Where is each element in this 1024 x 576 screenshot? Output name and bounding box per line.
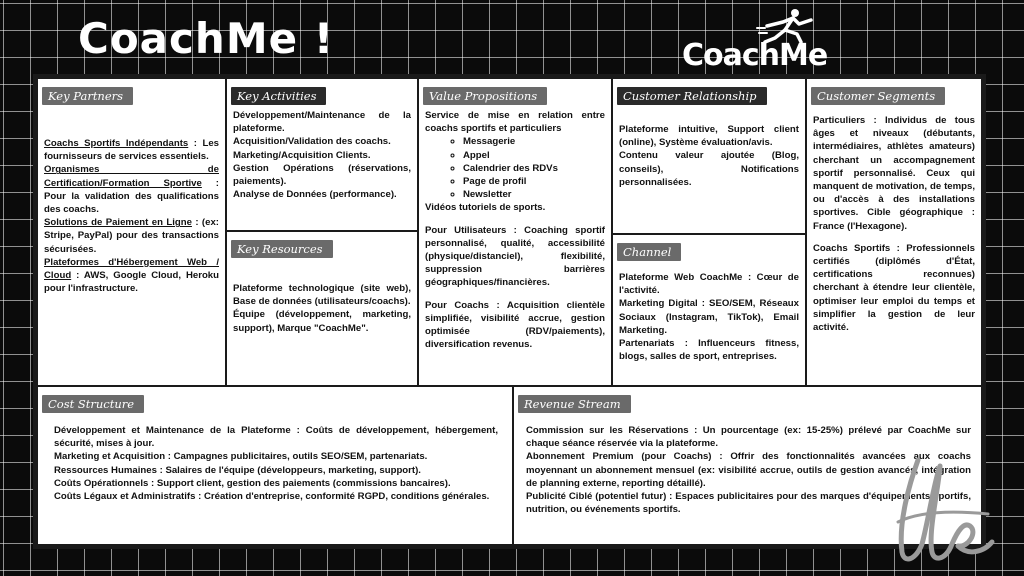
resource-line: Équipe (développement, marketing, support), Marque "CoachMe". xyxy=(233,309,411,334)
channel-line: Partenariats : Influenceurs fitness, blogs, salles de sport, entreprises. xyxy=(619,338,799,363)
cost-line: Coûts Légaux et Administratifs : Création d'entreprise, conformité RGPD, conditions générales. xyxy=(54,491,490,503)
key-resources-box xyxy=(225,230,419,387)
feature-item: ◦ Newsletter xyxy=(463,188,605,201)
activity-line: Acquisition/Validation des coachs. xyxy=(233,136,391,148)
activity-line: Analyse de Données (performance). xyxy=(233,189,397,201)
channel-box xyxy=(611,233,807,387)
feature-item: ◦ Calendrier des RDVs xyxy=(463,162,605,175)
revenue-stream-label: Revenue Stream xyxy=(518,395,631,413)
cost-line: Ressources Humaines : Salaires de l'équipe (développeurs, marketing, support). xyxy=(54,464,421,476)
customer-segments-box xyxy=(805,77,983,387)
cost-structure-label: Cost Structure xyxy=(42,395,144,413)
value-propositions-content xyxy=(425,109,605,351)
activity-line: Gestion Opérations (réservations, paiements). xyxy=(233,162,411,188)
page-title: CoachMe ! xyxy=(78,14,334,63)
coachme-logo xyxy=(680,8,845,78)
value-propositions-label: Value Propositions xyxy=(423,87,547,105)
channel-label: Channel xyxy=(617,243,681,261)
value-for-users: Pour Utilisateurs : Coaching sportif personnalisé, qualité, accessibilité (physique/distanciel), flexibilité, suppression barrières géographiques/financières. xyxy=(425,224,605,289)
revenue-line: Publicité Ciblé (potentiel futur) : Espaces publicitaires pour des marques d'équipements sportifs, nutrition, ou événements sportifs. xyxy=(526,491,971,516)
key-partner-text: : (ex: Stripe, PayPal) pour des transactions sécurisées. xyxy=(44,217,219,255)
key-partner-heading: Solutions de Paiement en Ligne xyxy=(44,217,192,229)
cost-line: Coûts Opérationnels : Support client, gestion des paiements (commissions bancaires). xyxy=(54,477,451,489)
key-partner-heading: Organismes de Certification/Formation Sportive xyxy=(44,164,219,189)
feature-list xyxy=(425,135,605,201)
logo-text: CoachMe xyxy=(682,38,828,73)
key-partner-item xyxy=(44,256,219,296)
key-partner-heading: Coachs Sportifs Indépendants xyxy=(44,138,189,149)
relationship-line: Contenu valeur ajoutée (Blog, conseils), Notifications personnalisées. xyxy=(619,150,799,188)
key-partners-label: Key Partners xyxy=(42,87,133,105)
key-partner-item xyxy=(44,137,219,163)
value-intro: Service de mise en relation entre coachs sportifs et particuliers xyxy=(425,110,605,135)
segment-coachs: Coachs Sportifs : Professionnels certifiés (diplômés d'État, certifications reconnues) cherchant à étendre leur clientèle, optimiser leur emploi du temps et simplifier la gestion de leur activité. xyxy=(813,242,975,334)
key-partner-text: : Pour la validation des qualifications des coachs. xyxy=(44,177,219,216)
value-for-coachs: Pour Coachs : Acquisition clientèle simplifiée, visibilité accrue, gestion optimisée (RDV/paiements), diversification revenus. xyxy=(425,299,605,351)
channel-line: Plateforme Web CoachMe : Cœur de l'activité. xyxy=(619,272,799,297)
customer-relationship-content xyxy=(619,123,799,189)
customer-relationship-box xyxy=(611,77,807,235)
key-activities-content xyxy=(233,109,411,201)
revenue-line: Commission sur les Réservations : Un pourcentage (ex: 15-25%) prélevé par CoachMe sur chaque séance réservée via la plateforme. xyxy=(526,425,971,450)
value-propositions-box xyxy=(417,77,613,387)
customer-relationship-label: Customer Relationship xyxy=(617,87,767,105)
channel-content xyxy=(619,271,799,363)
signature-icon xyxy=(888,452,998,567)
key-activities-box xyxy=(225,77,419,232)
key-activities-label: Key Activities xyxy=(231,87,326,105)
cost-structure-content xyxy=(54,424,498,503)
customer-segments-content xyxy=(813,114,975,334)
business-model-canvas xyxy=(33,74,986,549)
cost-structure-box xyxy=(36,385,514,546)
resource-line: Plateforme technologique (site web), Base de données (utilisateurs/coachs). xyxy=(233,283,411,308)
feature-item: ◦ Messagerie xyxy=(463,135,605,148)
segment-particuliers: Particuliers : Individus de tous âges et niveaux (débutants, intermédiaires, athlètes amateurs) cherchant un accompagnement sportif personnalisé. Ceux qui manquent de motivation, de temps, ou d'accès à des installations sportives. Cible géographique : France (l'Hexagone). xyxy=(813,115,975,232)
key-partner-text: : Les fournisseurs de services essentiels. xyxy=(44,138,219,163)
activity-line: Développement/Maintenance de la plateforme. xyxy=(233,110,411,135)
feature-item: ◦ Appel xyxy=(463,149,605,162)
key-partner-heading: Plateformes d'Hébergement Web / Cloud xyxy=(44,256,219,282)
cost-line: Marketing et Acquisition : Campagnes publicitaires, outils SEO/SEM, partenariats. xyxy=(54,451,428,463)
key-partners-box xyxy=(36,77,227,387)
key-resources-content xyxy=(233,282,411,335)
activity-line: Marketing/Acquisition Clients. xyxy=(233,149,371,161)
revenue-line: Abonnement Premium (pour Coachs) : Offrir des fonctionnalités avancées aux coachs moyennant un abonnement mensuel (ex: visibilité accrue, outils de gestion avancés, intégration de planning externe, reporting détaillé). xyxy=(526,451,971,489)
feature-item: ◦ Page de profil xyxy=(463,175,605,188)
channel-line: Marketing Digital : SEO/SEM, Réseaux Sociaux (Instagram, TikTok), Email Marketing. xyxy=(619,298,799,336)
key-partner-item xyxy=(44,163,219,216)
key-resources-label: Key Resources xyxy=(231,240,333,258)
key-partners-content xyxy=(44,137,219,295)
value-videos: Vidéos tutoriels de sports. xyxy=(425,202,546,214)
key-partner-text: : AWS, Google Cloud, Heroku pour l'infrastructure. xyxy=(44,270,219,295)
customer-segments-label: Customer Segments xyxy=(811,87,945,105)
cost-line: Développement et Maintenance de la Plateforme : Coûts de développement, hébergement, sécurité, mises à jour. xyxy=(54,425,498,450)
relationship-line: Plateforme intuitive, Support client (online), Système évaluation/avis. xyxy=(619,124,799,149)
key-partner-item xyxy=(44,216,219,256)
